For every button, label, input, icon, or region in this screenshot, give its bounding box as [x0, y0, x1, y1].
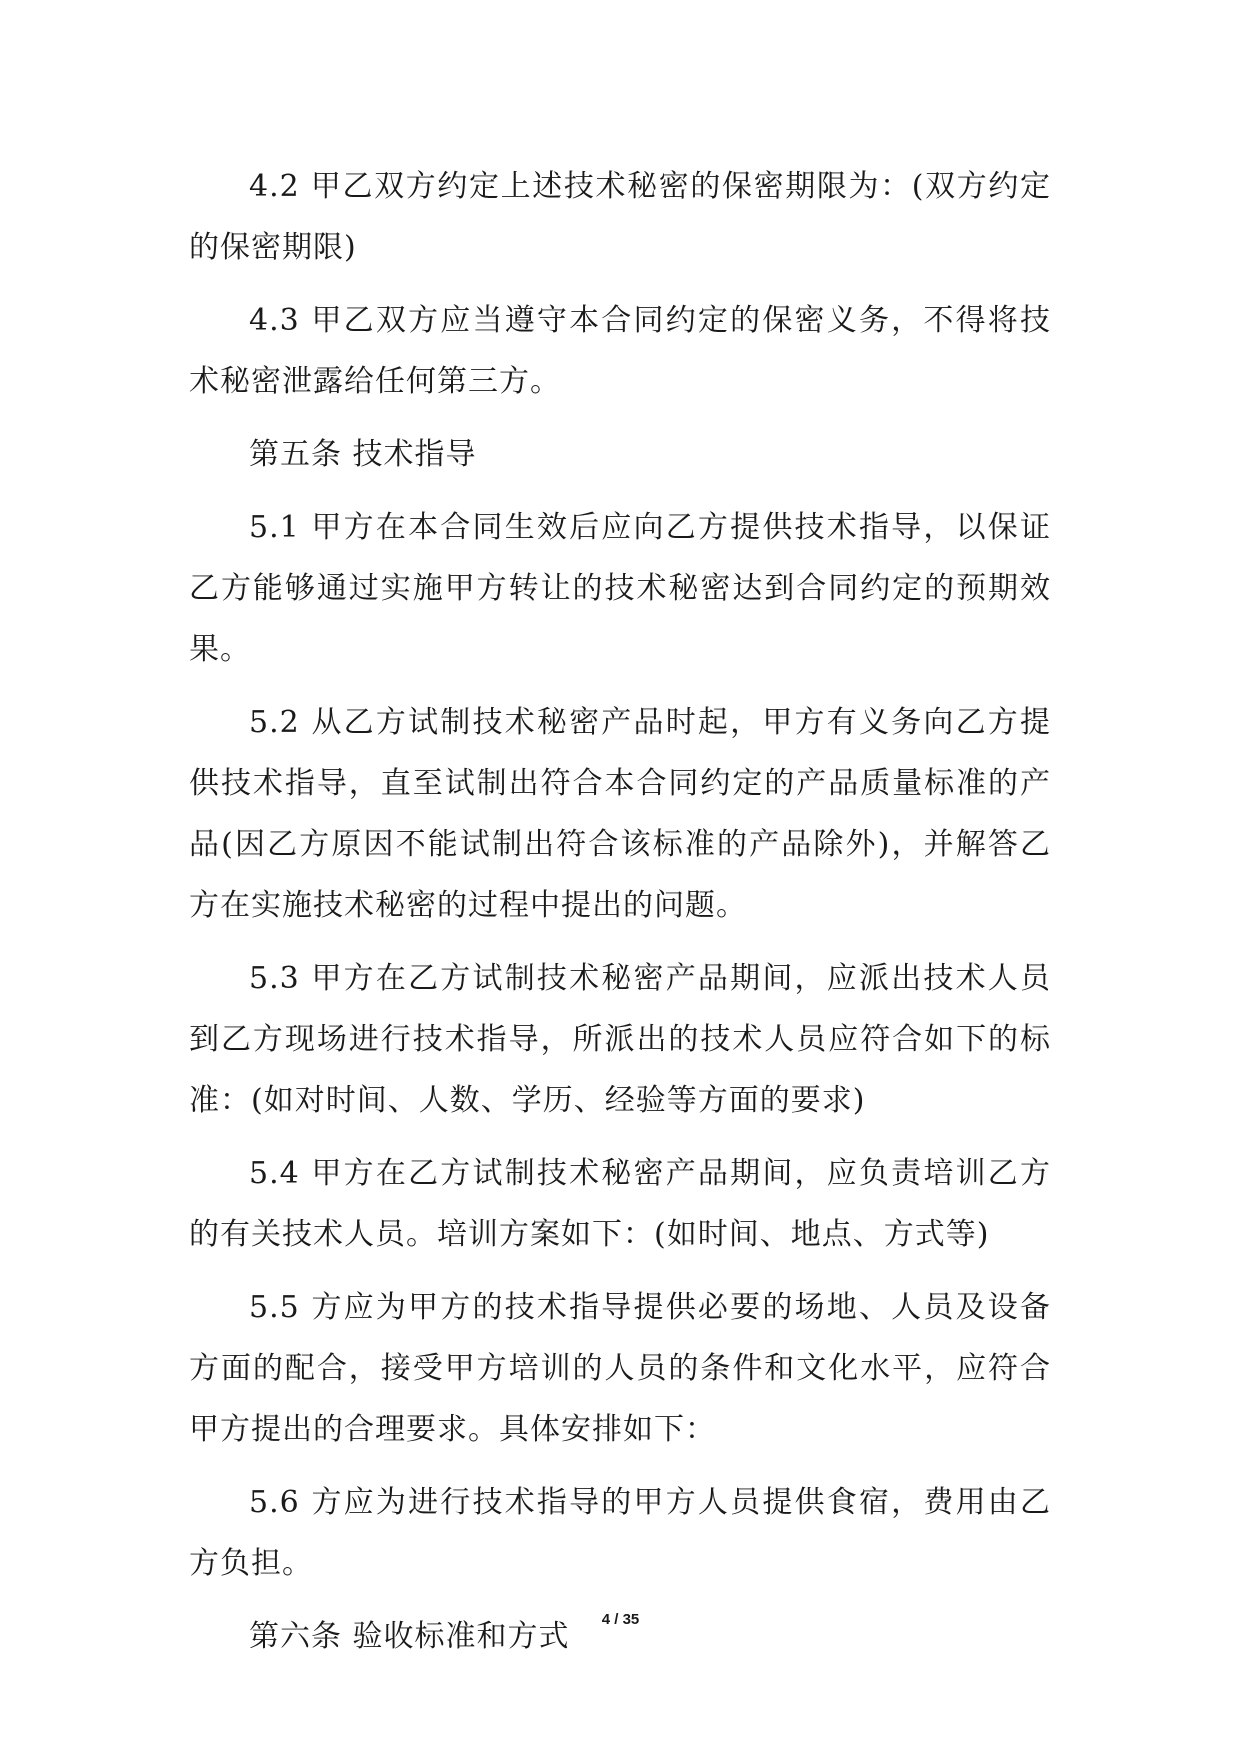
clause-4-2: 4.2 甲乙双方约定上述技术秘密的保密期限为：(双方约定的保密期限): [189, 169, 1051, 265]
article-6-heading: 第六条 验收标准和方式: [249, 1619, 570, 1654]
clause-5-5: 5.5 方应为甲方的技术指导提供必要的场地、人员及设备方面的配合，接受甲方培训的人员的条件和文化水平，应符合甲方提出的合理要求。具体安排如下：: [189, 1290, 1051, 1447]
page-number: 4 / 35: [601, 1611, 640, 1628]
clause-5-2: 5.2 从乙方试制技术秘密产品时起，甲方有义务向乙方提供技术指导，直至试制出符合本合同约定的产品质量标准的产品(因乙方原因不能试制出符合该标准的产品除外)，并解答乙方在实施技术秘密的过程中提出的问题。: [189, 705, 1051, 923]
clause-4-3: 4.3 甲乙双方应当遵守本合同约定的保密义务，不得将技术秘密泄露给任何第三方。: [189, 303, 1051, 399]
clause-5-3: 5.3 甲方在乙方试制技术秘密产品期间，应派出技术人员到乙方现场进行技术指导，所派出的技术人员应符合如下的标准：(如对时间、人数、学历、经验等方面的要求): [189, 961, 1051, 1118]
clause-5-1: 5.1 甲方在本合同生效后应向乙方提供技术指导，以保证乙方能够通过实施甲方转让的技术秘密达到合同约定的预期效果。: [189, 510, 1051, 667]
clause-5-4: 5.4 甲方在乙方试制技术秘密产品期间，应负责培训乙方的有关技术人员。培训方案如下：(如时间、地点、方式等): [189, 1156, 1051, 1252]
article-5-heading: 第五条 技术指导: [249, 437, 477, 472]
clause-5-6: 5.6 方应为进行技术指导的甲方人员提供食宿，费用由乙方负担。: [189, 1485, 1051, 1581]
document-body: [189, 156, 1051, 1679]
